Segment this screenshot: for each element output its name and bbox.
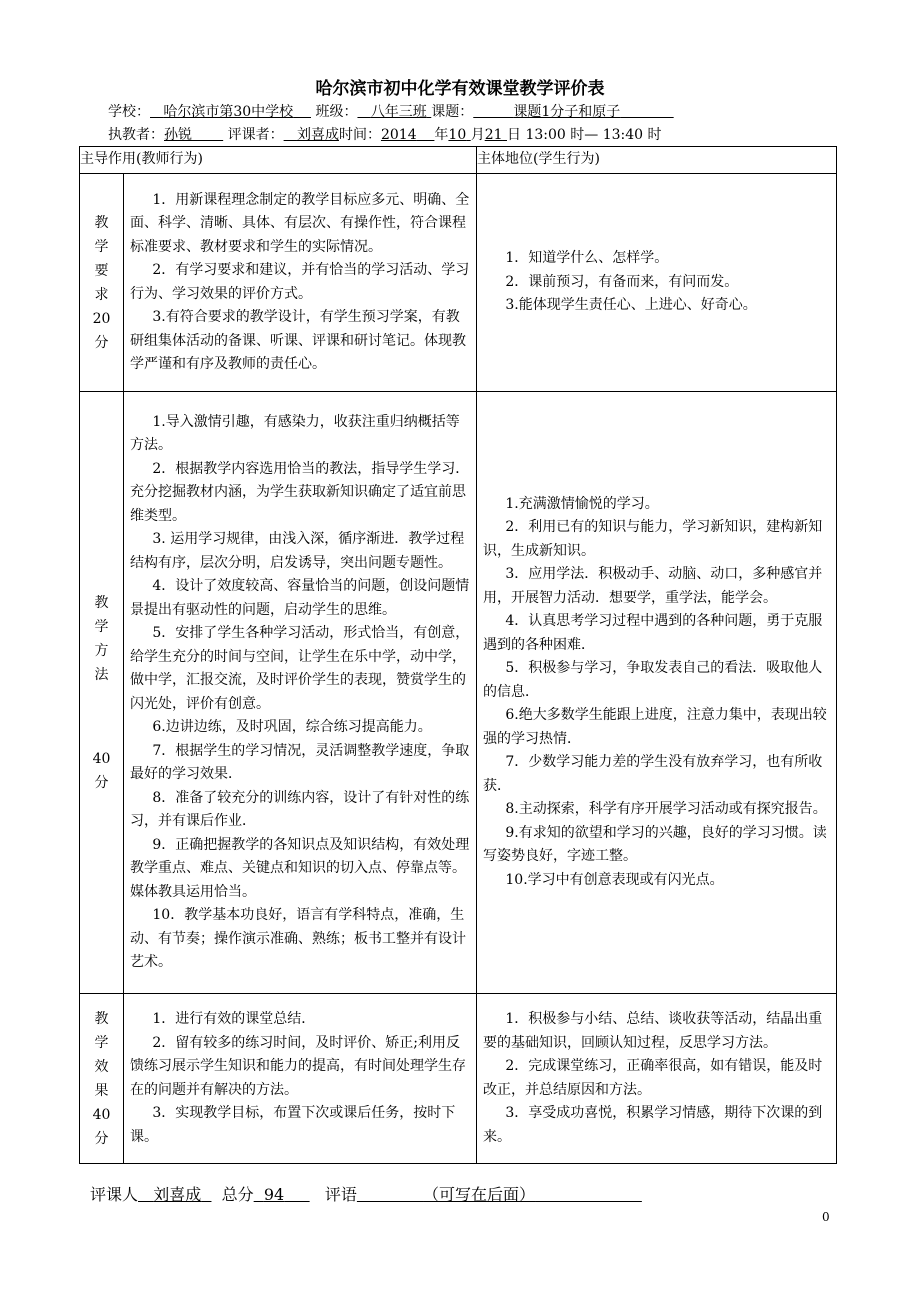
list-item: 2．完成课堂练习，正确率很高，如有错误，能及时改正，并总结原因和方法。 xyxy=(483,1058,823,1098)
list-item: 9．正确把握教学的各知识点及知识结构，有效处理教学重点、难点、关键点和知识的切入点、停靠点等。媒体教具运用恰当。 xyxy=(130,836,470,900)
list-item: 10.学习中有创意表现或有闪光点。 xyxy=(505,871,724,888)
evaluator-label: 评课者： xyxy=(227,127,284,143)
footer-signature-line xyxy=(90,1182,642,1205)
footer-evaluator-label: 评课人 xyxy=(90,1185,139,1204)
list-item: 2．根据教学内容选用恰当的教法，指导学生学习．充分挖掘教材内涵，为学生获取新知识确定了适宜前思维类型。 xyxy=(130,460,470,524)
end-time: 13:40 xyxy=(602,127,644,143)
end-unit: 时 xyxy=(647,127,662,143)
start-time: 13:00 xyxy=(525,127,566,143)
list-item: 5．安排了学生各种学习活动，形式恰当，有创意，给学生充分的时间与空间，让学生在乐中学，动中学，做中学，汇报交流，及时评价学生的表现，赞赏学生的闪光处，评价有创意。 xyxy=(130,625,470,712)
list-item: 7．根据学生的学习情况，灵活调整教学速度，争取最好的学习效果． xyxy=(130,742,470,782)
school-value: 哈尔滨市第30中学校 xyxy=(163,104,294,120)
list-item: 7．少数学习能力差的学生没有放弃学习，也有所收获． xyxy=(483,754,823,794)
month-unit: 月 xyxy=(470,127,485,143)
list-item: 2．课前预习，有备而来，有问而发。 xyxy=(505,273,739,290)
list-item: 9.有求知的欲望和学习的兴趣，良好的学习习惯。读写姿势良好，字迹工整。 xyxy=(483,824,827,865)
list-item: 2．有学习要求和建议，并有恰当的学习活动、学习行为、学习效果的评价方式。 xyxy=(130,262,470,302)
teacher-column-header: 主导作用(教师行为) xyxy=(80,147,477,174)
evaluator-value: 刘喜成 xyxy=(296,127,339,143)
evaluation-table xyxy=(79,146,837,1164)
table-header-row xyxy=(80,147,837,174)
list-item: 2．利用已有的知识与能力，学习新知识，建构新知识，生成新知识。 xyxy=(483,519,823,559)
list-item: 8.主动探索，科学有序开展学习活动或有探究报告。 xyxy=(505,801,827,818)
list-item: 5．积极参与学习，争取发表自己的看法．吸取他人的信息． xyxy=(483,660,823,700)
list-item: 1.导入激情引趣，有感染力，收获注重归纳概括等方法。 xyxy=(130,413,460,453)
teacher-behaviors-methods xyxy=(124,392,477,994)
topic-label: 课题： xyxy=(431,104,474,120)
list-item: 8．准备了较充分的训练内容，设计了有针对性的练习，并有课后作业． xyxy=(130,789,470,829)
class-label: 班级： xyxy=(315,104,358,120)
student-column-header: 主体地位(学生行为) xyxy=(477,147,837,174)
info-line-2 xyxy=(108,124,662,144)
page-number: 0 xyxy=(822,1210,830,1224)
category-requirements: 教 学 要 求 20 分 xyxy=(80,174,124,392)
day-unit: 日 xyxy=(506,127,521,143)
table-row xyxy=(80,174,837,392)
list-item: 1．积极参与小结、总结、谈收获等活动，结晶出重要的基础知识，回顾认知过程，反思学习方法。 xyxy=(483,1011,823,1051)
class-value: 八年三班 xyxy=(370,104,427,120)
table-row xyxy=(80,392,837,994)
category-methods: 教 学 方 法 40 分 xyxy=(80,392,124,994)
list-item: 1．进行有效的课堂总结． xyxy=(152,1011,316,1027)
student-behaviors-methods xyxy=(477,392,837,994)
footer-total-label: 总分 xyxy=(221,1185,254,1204)
footer-comment-value: （可写在后面） xyxy=(423,1185,536,1204)
month-value: 10 xyxy=(448,127,467,143)
list-item: 3．实现教学目标，布置下次或课后任务，按时下课。 xyxy=(130,1105,456,1145)
topic-value: 课题1分子和原子 xyxy=(513,104,621,120)
list-item: 1.充满激情愉悦的学习。 xyxy=(505,495,659,512)
list-item: 10．教学基本功良好，语言有学科特点，准确，生动、有节奏；操作演示准确、熟练；板书工整并有设计艺术。 xyxy=(130,907,466,970)
list-item: 1．知道学什么、怎样学。 xyxy=(505,250,669,267)
student-behaviors-effects xyxy=(477,994,837,1164)
day-value: 21 xyxy=(484,127,503,143)
teacher-label: 执教者： xyxy=(108,127,164,143)
list-item: 3．应用学法．积极动手、动脑、动口，多种感官并用，开展智力活动．想要学，重学法，能学会。 xyxy=(483,566,823,606)
school-label: 学校： xyxy=(108,104,150,120)
list-item: 1．用新课程理念制定的教学目标应多元、明确、全面、科学、清晰、具体、有层次、有操作性，符合课程标准要求、教材要求和学生的实际情况。 xyxy=(130,191,470,255)
teacher-behaviors-effects xyxy=(124,994,477,1164)
list-item: 3. 运用学习规律，由浅入深，循序渐进．教学过程结构有序，层次分明，启发诱导，突出问题专题性。 xyxy=(130,531,465,571)
mid-unit: 时— xyxy=(570,127,599,143)
list-item: 3.有符合要求的教学设计，有学生预习学案，有教研组集体活动的备课、听课、评课和研讨笔记。体现教学严谨和有序及教师的责任心。 xyxy=(130,309,466,372)
list-item: 2．留有较多的练习时间，及时评价、矫正;利用反馈练习展示学生知识和能力的提高，有时间处理学生存在的问题并有解决的方法。 xyxy=(130,1034,466,1098)
teacher-behaviors-requirements xyxy=(124,174,477,392)
category-effects: 教 学 效 果 40 分 xyxy=(80,994,124,1164)
footer-evaluator-value: 刘喜成 xyxy=(153,1185,202,1204)
teacher-value: 孙锐 xyxy=(164,127,192,143)
list-item: 4．设计了效度较高、容量恰当的问题，创设问题情景提出有驱动性的问题，启动学生的思维。 xyxy=(130,578,470,618)
footer-comment-label: 评语 xyxy=(324,1185,357,1204)
list-item: 6.绝大多数学生能跟上进度，注意力集中，表现出较强的学习热情． xyxy=(483,707,827,747)
student-behaviors-requirements xyxy=(477,174,837,392)
list-item: 3．享受成功喜悦，积累学习情感，期待下次课的到来。 xyxy=(483,1105,823,1145)
year-unit: 年 xyxy=(434,127,449,143)
list-item: 6.边讲边练，及时巩固，综合练习提高能力。 xyxy=(152,719,432,735)
table-row xyxy=(80,994,837,1164)
footer-total-value: 94 xyxy=(263,1185,285,1204)
list-item: 3.能体现学生责任心、上进心、好奇心。 xyxy=(505,297,757,314)
info-line-1 xyxy=(108,101,674,121)
time-label: 时间： xyxy=(338,127,381,143)
year-value: 2014 xyxy=(380,127,417,143)
page-title: 哈尔滨市初中化学有效课堂教学评价表 xyxy=(315,79,605,99)
list-item: 4．认真思考学习过程中遇到的各种问题，勇于克服遇到的各种困难． xyxy=(483,613,823,653)
